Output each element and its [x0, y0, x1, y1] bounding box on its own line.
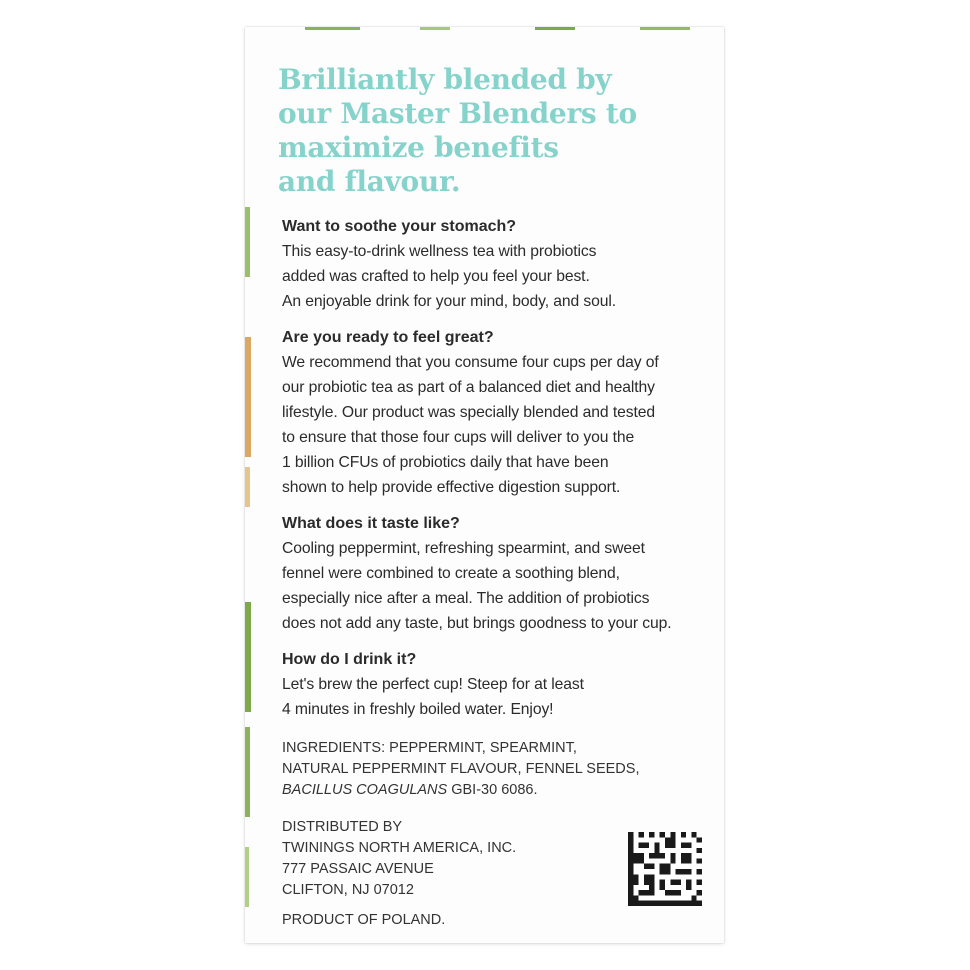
answer-line: This easy-to-drink wellness tea with probiotics: [282, 243, 597, 260]
answer-line: Cooling peppermint, refreshing spearmint, and sweet: [282, 540, 645, 557]
section-soothe-stomach: [282, 215, 707, 314]
distributor-line: 777 PASSAIC AVENUE: [282, 861, 434, 877]
description-body: [282, 215, 707, 931]
leaf-pattern-left-edge: [245, 27, 252, 943]
distributor-line: CLIFTON, NJ 07012: [282, 882, 414, 898]
headline-line: and flavour.: [278, 165, 461, 198]
answer-line: added was crafted to help you feel your best.: [282, 268, 590, 285]
headline-line: our Master Blenders to: [278, 97, 637, 130]
answer-line: Let's brew the perfect cup! Steep for at least: [282, 676, 584, 693]
section-question: What does it taste like?: [282, 515, 460, 532]
section-answer: [282, 536, 707, 636]
answer-line: to ensure that those four cups will deliver to you the: [282, 429, 635, 446]
headline-line: maximize benefits: [278, 131, 559, 164]
section-answer: [282, 672, 707, 722]
probiotic-strain-name: BACILLUS COAGULANS: [282, 782, 448, 798]
distributor-line: DISTRIBUTED BY: [282, 819, 403, 835]
answer-line: especially nice after a meal. The addition of probiotics: [282, 590, 650, 607]
leaf-pattern-top-edge: [245, 27, 724, 30]
section-question: How do I drink it?: [282, 651, 417, 668]
answer-line: 4 minutes in freshly boiled water. Enjoy!: [282, 701, 554, 718]
ingredients-line: [282, 780, 707, 801]
section-how-to-drink: [282, 648, 707, 722]
headline: [278, 63, 708, 199]
headline-line: Brilliantly blended by: [278, 63, 612, 96]
answer-line: shown to help provide effective digestion support.: [282, 479, 621, 496]
section-answer: [282, 350, 707, 500]
section-question: Are you ready to feel great?: [282, 329, 494, 346]
answer-line: does not add any taste, but brings goodness to your cup.: [282, 615, 672, 632]
tea-box-back-panel: [245, 27, 724, 943]
probiotic-strain-code: GBI-30 6086.: [447, 782, 538, 798]
answer-line: We recommend that you consume four cups per day of: [282, 354, 659, 371]
data-matrix-code-icon: [628, 832, 702, 906]
section-feel-great: [282, 326, 707, 500]
ingredients-line: NATURAL PEPPERMINT FLAVOUR, FENNEL SEEDS,: [282, 761, 640, 777]
answer-line: our probiotic tea as part of a balanced diet and healthy: [282, 379, 655, 396]
answer-line: lifestyle. Our product was specially blended and tested: [282, 404, 655, 421]
section-question: Want to soothe your stomach?: [282, 218, 517, 235]
answer-line: fennel were combined to create a soothing blend,: [282, 565, 620, 582]
ingredients-list: [282, 738, 707, 801]
answer-line: 1 billion CFUs of probiotics daily that have been: [282, 454, 609, 471]
section-answer: [282, 239, 707, 314]
section-taste: [282, 512, 707, 636]
answer-line: An enjoyable drink for your mind, body, and soul.: [282, 293, 617, 310]
distributor-line: TWININGS NORTH AMERICA, INC.: [282, 840, 517, 856]
country-of-origin: PRODUCT OF POLAND.: [282, 912, 446, 928]
ingredients-line: INGREDIENTS: PEPPERMINT, SPEARMINT,: [282, 740, 577, 756]
